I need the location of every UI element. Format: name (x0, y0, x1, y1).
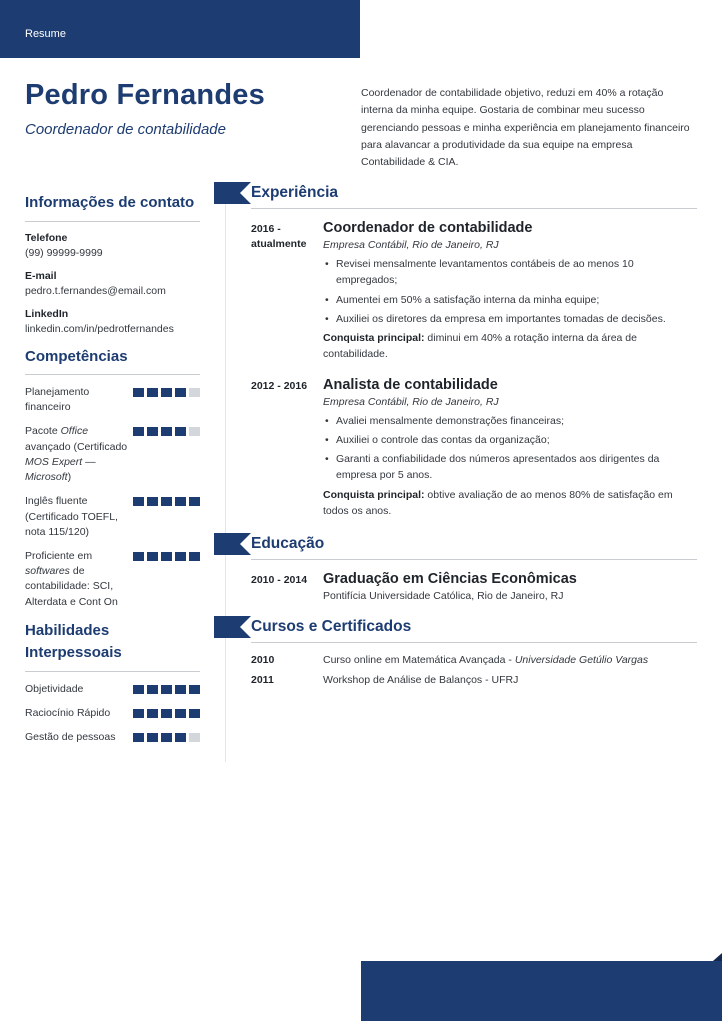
main-content (225, 182, 722, 762)
page-title: Pedro Fernandes (25, 79, 265, 111)
rating-dot (133, 427, 144, 436)
rating-dot (147, 427, 158, 436)
experience-list (251, 220, 697, 519)
rating-dot (175, 685, 186, 694)
entry-date: 2010 - 2014 (251, 574, 308, 587)
skill-row (25, 706, 200, 721)
contact-value[interactable]: (99) 99999-9999 (25, 246, 103, 259)
contact-label: LinkedIn (25, 307, 69, 320)
flag-icon (214, 533, 240, 555)
list-item: • Aumentei em 50% a satisfação interna da minha equipe; (323, 292, 697, 308)
education-heading: Educação (251, 535, 325, 553)
rating-dot (147, 685, 158, 694)
contact-value[interactable]: pedro.t.fernandes@email.com (25, 284, 166, 297)
skills-heading: Competências (25, 347, 128, 365)
entry-body (323, 220, 697, 363)
entry-body (323, 571, 697, 602)
skill-name: Pacote Office avançado (Certificado MOS Expert — Microsoft) (25, 425, 128, 484)
entry-subtitle: Empresa Contábil, Rio de Janeiro, RJ (323, 239, 499, 251)
skill-name: Inglês fluente (Certificado TOEFL, nota 115/120) (25, 495, 118, 538)
entry-title: Coordenador de contabilidade (323, 220, 533, 236)
entry-date: 2016 - atualmente (251, 223, 307, 251)
entry-subtitle: Pontifícia Universidade Católica, Rio de Janeiro, RJ (323, 590, 564, 603)
rating-dot (175, 733, 186, 742)
courses-section-header (214, 616, 697, 638)
course-text: Curso online em Matemática Avançada - Universidade Getúlio Vargas (323, 654, 649, 667)
contact-value[interactable]: linkedin.com/in/pedrotfernandes (25, 322, 174, 335)
divider (251, 208, 697, 209)
rating-dot (189, 552, 200, 561)
flag-icon (214, 182, 240, 204)
rating-dot (175, 427, 186, 436)
skill-row (25, 730, 200, 745)
soft-skills-list (25, 682, 200, 746)
entry-bullets (323, 256, 697, 327)
entry-achievement: Conquista principal: obtive avaliação de ao menos 80% de satisfação em todos os anos. (323, 488, 673, 517)
rating-dot (175, 497, 186, 506)
experience-entry (251, 220, 697, 363)
divider (251, 559, 697, 560)
contact-list (25, 232, 200, 335)
skill-name: Raciocínio Rápido (25, 707, 111, 720)
contact-label: E-mail (25, 269, 57, 282)
rating-dot (175, 709, 186, 718)
entry-subtitle: Empresa Contábil, Rio de Janeiro, RJ (323, 395, 499, 408)
entry-body (323, 377, 697, 520)
entry-bullets (323, 413, 697, 484)
rating-dot (147, 388, 158, 397)
rating-dot (147, 552, 158, 561)
rating-dot (161, 685, 172, 694)
skill-row (25, 385, 200, 415)
professional-summary: Coordenador de contabilidade objetivo, reduzi em 40% a rotação interna da minha equipe. Gostaria de combinar meu sucesso gerenciando pessoas e minha experiência em planejamento financeiro para alavancar a produtividade da sua equipe na empresa Contabilidade & CIA. (361, 87, 690, 169)
list-item: • Avaliei mensalmente demonstrações financeiras; (323, 413, 697, 429)
rating-dot (161, 733, 172, 742)
skill-rating (133, 494, 200, 506)
rating-dot (161, 427, 172, 436)
contact-label: Telefone (25, 231, 68, 244)
skill-name: Gestão de pessoas (25, 731, 116, 744)
rating-dot (175, 552, 186, 561)
rating-dot (161, 552, 172, 561)
courses-list (251, 654, 697, 686)
top-banner (0, 0, 360, 58)
contact-heading: Informações de contato (25, 194, 195, 211)
entry-achievement: Conquista principal: diminui em 40% a rotação interna da área de contabilidade. (323, 332, 637, 361)
education-entry (251, 571, 697, 602)
rating-dot (133, 733, 144, 742)
rating-dot (161, 388, 172, 397)
bottom-banner (361, 961, 722, 1021)
experience-heading: Experiência (251, 184, 339, 201)
rating-dot (147, 733, 158, 742)
rating-dot (161, 497, 172, 506)
course-row (251, 674, 697, 686)
list-item: • Revisei mensalmente levantamentos contábeis de ao menos 10 empregados; (323, 256, 697, 289)
job-title: Coordenador de contabilidade (25, 120, 226, 138)
education-section-header (214, 533, 697, 555)
skill-rating (133, 424, 200, 436)
experience-section-header (214, 182, 697, 204)
skill-row (25, 682, 200, 697)
divider (25, 671, 200, 672)
skill-rating (133, 730, 200, 742)
course-text: Workshop de Análise de Balanços - UFRJ (323, 674, 519, 687)
entry-date: 2012 - 2016 (251, 379, 308, 392)
entry-title: Analista de contabilidade (323, 376, 498, 393)
rating-dot (147, 709, 158, 718)
rating-dot (189, 733, 200, 742)
divider (25, 221, 200, 222)
skill-row (25, 549, 200, 610)
rating-dot (189, 388, 200, 397)
rating-dot (189, 427, 200, 436)
notch-shape (713, 953, 722, 961)
course-date: 2010 (251, 654, 275, 667)
entry-title: Graduação em Ciências Econômicas (323, 571, 577, 588)
experience-entry (251, 377, 697, 520)
skill-name: Proficiente em softwares de contabilidade: SCI, Alterdata e Cont On (25, 549, 118, 608)
skill-name: Planejamento financeiro (25, 386, 90, 414)
course-date: 2011 (251, 674, 274, 687)
rating-dot (133, 685, 144, 694)
rating-dot (133, 388, 144, 397)
contact-item (25, 270, 200, 297)
rating-dot (133, 497, 144, 506)
skill-rating (133, 682, 200, 694)
list-item: • Garanti a confiabilidade dos números apresentados aos dirigentes da empresa por 5 anos. (323, 451, 697, 484)
list-item: • Auxiliei os diretores da empresa em importantes tomadas de decisões. (323, 311, 697, 327)
skill-row (25, 424, 200, 485)
skill-row (25, 494, 200, 540)
rating-dot (147, 497, 158, 506)
rating-dot (189, 685, 200, 694)
course-row (251, 654, 697, 666)
divider (251, 642, 697, 643)
rating-dot (189, 709, 200, 718)
skill-rating (133, 549, 200, 561)
rating-dot (133, 552, 144, 561)
flag-icon (214, 616, 240, 638)
skill-rating (133, 385, 200, 397)
divider (25, 374, 200, 375)
resume-header (0, 58, 722, 172)
header-identity (25, 80, 361, 172)
rating-dot (175, 388, 186, 397)
contact-item (25, 232, 200, 259)
resume-columns (0, 182, 722, 762)
rating-dot (133, 709, 144, 718)
skills-list (25, 385, 200, 610)
list-item: • Auxiliei o controle das contas da organização; (323, 432, 697, 448)
rating-dot (189, 497, 200, 506)
sidebar (0, 182, 225, 762)
banner-label: Resume (25, 28, 66, 40)
contact-item (25, 308, 200, 335)
soft-skills-heading: Habilidades Interpessoais (25, 621, 122, 662)
education-list (251, 571, 697, 602)
skill-rating (133, 706, 200, 718)
rating-dot (161, 709, 172, 718)
skill-name: Objetividade (25, 682, 84, 695)
courses-heading: Cursos e Certificados (251, 618, 412, 636)
